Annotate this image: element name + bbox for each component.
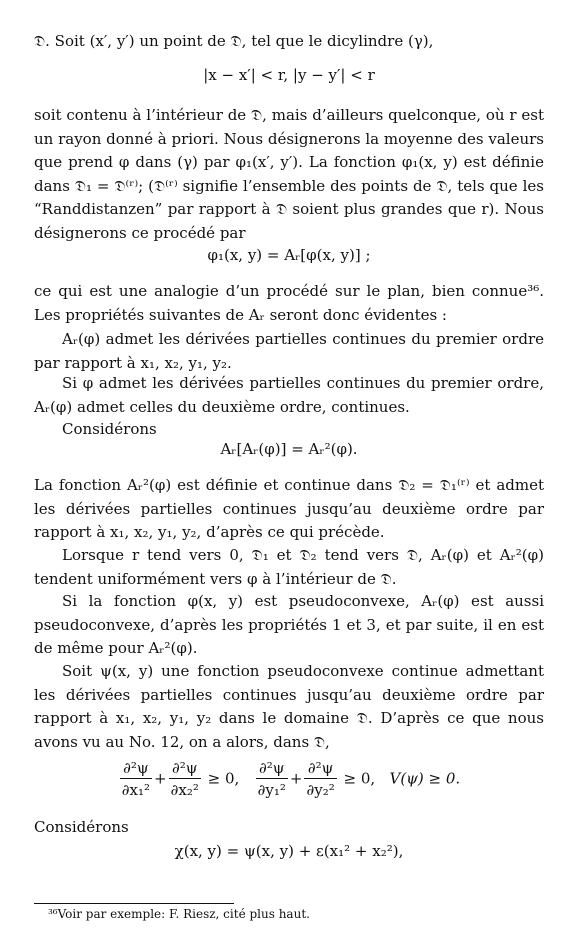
equation-chi: χ(x, y) = ψ(x, y) + ε(x₁² + x₂²), <box>174 842 404 860</box>
paragraph-2: soit contenu à l’intérieur de 𝔇, mais d’ailleurs quelconque, où r est un rayon donné à priori. Nous désignerons la moyenne des valeurs que prend φ dans (γ) par φ₁(x′, y′). La fonction φ₁(x, y) est définie dans 𝔇₁ = 𝔇⁽ʳ⁾; (𝔇⁽ʳ⁾ signifie l’ensemble des points de 𝔇, tels que les “Randdistanzen” par rapport à 𝔇 soient plus grandes que r). Nous désignerons ce procédé par <box>34 106 544 242</box>
paragraph-7: La fonction Aᵣ²(φ) est définie et continue dans 𝔇₂ = 𝔇₁⁽ʳ⁾ et admet les dérivées partielles continues jusqu’au deuxième ordre par rapport à x₁, x₂, y₁, y₂, d’après ce qui précède. <box>34 476 544 541</box>
fraction: $\frac{\text{∂²ψ}}{\text{∂x₂²}}$ <box>170 759 199 799</box>
paragraph-1: 𝔇. Soit (x′, y′) un point de 𝔇, tel que le dicylindre (γ), <box>34 32 434 50</box>
paragraph-11: Considérons <box>34 818 129 836</box>
paragraph-9: Si la fonction φ(x, y) est pseudoconvexe, Aᵣ(φ) est aussi pseudoconvexe, d’après les propriétés 1 et 3, et par suite, il en est de même pour Aᵣ²(φ). <box>34 592 544 657</box>
inequality-v: V(ψ) ≥ 0. <box>389 769 461 788</box>
inequality-text: ≥ 0, <box>343 769 376 788</box>
equation-procedure: φ₁(x, y) = Aᵣ[φ(x, y)] ; <box>207 246 371 264</box>
paragraph-6: Considérons <box>62 420 157 438</box>
equation-iterated: Aᵣ[Aᵣ(φ)] = Aᵣ²(φ). <box>220 440 358 458</box>
paragraph-8: Lorsque r tend vers 0, 𝔇₁ et 𝔇₂ tend vers 𝔇, Aᵣ(φ) et Aᵣ²(φ) tendent uniformément vers φ à l’intérieur de 𝔇. <box>34 546 544 588</box>
inequality-text: ≥ 0, <box>207 769 240 788</box>
fraction: $\frac{\text{∂²ψ}}{\text{∂y₁²}}$ <box>257 759 286 799</box>
footnote-rule <box>34 903 234 904</box>
paragraph-5: Si φ admet les dérivées partielles continues du premier ordre, Aᵣ(φ) admet celles du deuxième ordre, continues. <box>34 374 544 416</box>
fraction: $\frac{\text{∂²ψ}}{\text{∂x₁²}}$ <box>121 759 151 799</box>
equation-inequalities: $\frac{\text{∂²ψ}}{\text{∂x₁²}}$ + $\frac{\text{∂²ψ}}{\text{∂x₂²}}$ ≥ 0, $\frac{\text{∂²ψ}}{\text{∂y₁²}}$ + $\frac{\text{∂²ψ}}{\text{∂y₂²}}$ ≥ 0, V(ψ) ≥ 0. <box>121 759 461 799</box>
footnote: ³⁶Voir par exemple: F. Riesz, cité plus haut. <box>48 907 310 921</box>
fraction: $\frac{\text{∂²ψ}}{\text{∂y₂²}}$ <box>306 759 335 799</box>
paragraph-3: ce qui est une analogie d’un procédé sur le plan, bien connue³⁶. Les propriétés suivantes de Aᵣ seront donc évidentes : <box>34 282 544 324</box>
equation-dicylinder: |x − x′| < r, |y − y′| < r <box>203 66 375 84</box>
paragraph-10: Soit ψ(x, y) une fonction pseudoconvexe continue admettant les dérivées partielles continues jusqu’au deuxième ordre par rapport à x₁, x₂, y₁, y₂ dans le domaine 𝔇. D’après ce que nous avons vu au No. 12, on a alors, dans 𝔇, <box>34 662 544 751</box>
paragraph-4: Aᵣ(φ) admet les dérivées partielles continues du premier ordre par rapport à x₁, x₂, y₁, y₂. <box>34 330 544 372</box>
